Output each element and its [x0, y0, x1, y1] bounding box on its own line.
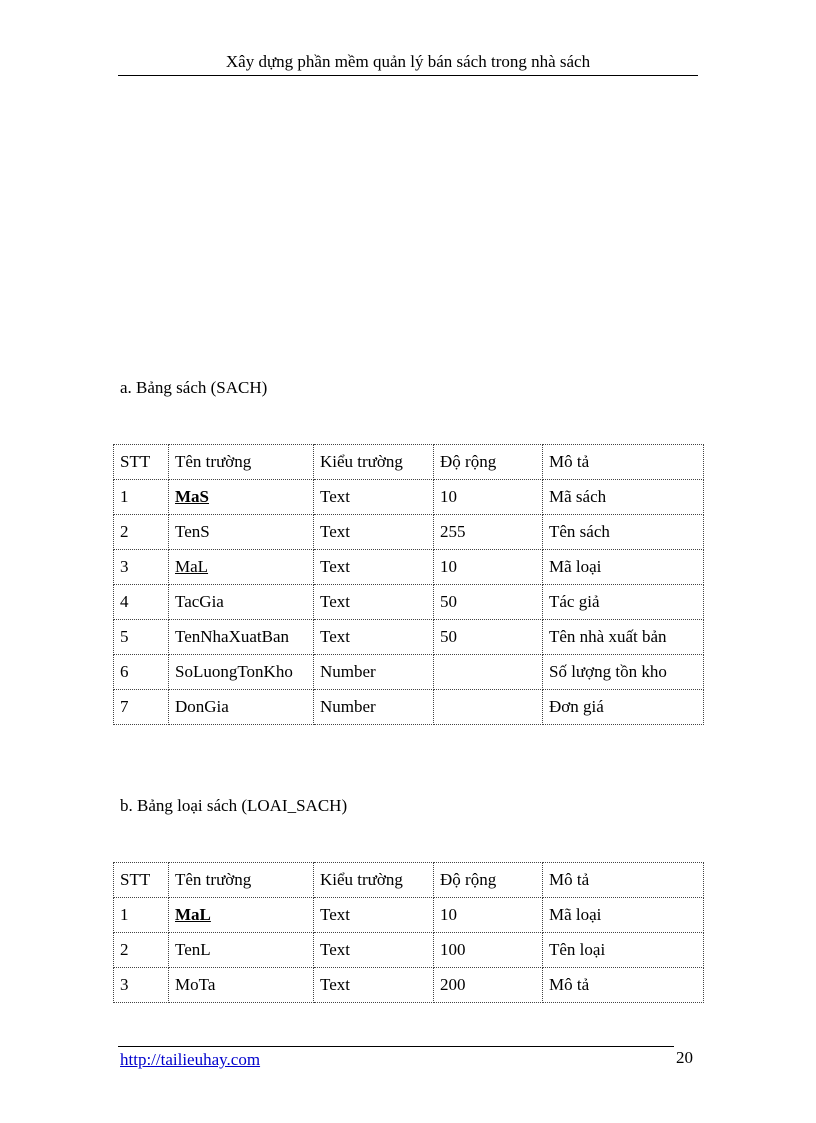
column-header: Độ rộng: [434, 863, 543, 898]
cell-field-width: 50: [434, 585, 543, 620]
column-header: Mô tả: [543, 863, 704, 898]
table-loai-sach: [113, 862, 704, 1003]
cell-field-name: [169, 550, 314, 585]
column-header: Tên trường: [169, 863, 314, 898]
cell-field-width: 10: [434, 550, 543, 585]
cell-field-name: DonGia: [169, 690, 314, 725]
table-row: [114, 480, 704, 515]
cell-description: Tên nhà xuất bản: [543, 620, 704, 655]
primary-key-field: MaL: [175, 905, 211, 924]
cell-stt: 3: [114, 550, 169, 585]
cell-field-type: Text: [314, 968, 434, 1003]
cell-field-width: 100: [434, 933, 543, 968]
section-title-sach: a. Bảng sách (SACH): [120, 378, 268, 397]
cell-description: Mã sách: [543, 480, 704, 515]
cell-field-name: TacGia: [169, 585, 314, 620]
table-row: [114, 933, 704, 968]
table-row: [114, 550, 704, 585]
column-header: Độ rộng: [434, 445, 543, 480]
cell-stt: 1: [114, 898, 169, 933]
table-row: [114, 620, 704, 655]
cell-field-width: 50: [434, 620, 543, 655]
cell-stt: 1: [114, 480, 169, 515]
cell-field-type: Text: [314, 550, 434, 585]
cell-description: Đơn giá: [543, 690, 704, 725]
cell-field-name: [169, 480, 314, 515]
cell-field-type: Number: [314, 655, 434, 690]
footer-divider: [118, 1046, 674, 1047]
cell-field-type: Text: [314, 515, 434, 550]
cell-field-width: 10: [434, 480, 543, 515]
table-header-row: [114, 863, 704, 898]
column-header: Kiểu trường: [314, 863, 434, 898]
table-row: [114, 898, 704, 933]
column-header: Kiểu trường: [314, 445, 434, 480]
cell-stt: 7: [114, 690, 169, 725]
cell-description: Số lượng tồn kho: [543, 655, 704, 690]
cell-description: Tên sách: [543, 515, 704, 550]
table-sach: [113, 444, 704, 725]
cell-description: Mã loại: [543, 898, 704, 933]
cell-field-type: Text: [314, 480, 434, 515]
column-header: STT: [114, 445, 169, 480]
cell-field-type: Text: [314, 933, 434, 968]
cell-field-name: TenNhaXuatBan: [169, 620, 314, 655]
table-header-row: [114, 445, 704, 480]
cell-stt: 6: [114, 655, 169, 690]
cell-description: Mã loại: [543, 550, 704, 585]
page-header-title: Xây dựng phần mềm quản lý bán sách trong nhà sách: [225, 52, 591, 71]
table-row: [114, 585, 704, 620]
cell-stt: 2: [114, 933, 169, 968]
cell-field-width: 255: [434, 515, 543, 550]
column-header: STT: [114, 863, 169, 898]
cell-stt: 5: [114, 620, 169, 655]
cell-stt: 3: [114, 968, 169, 1003]
cell-field-name: SoLuongTonKho: [169, 655, 314, 690]
section-title-loai-sach: b. Bảng loại sách (LOAI_SACH): [120, 796, 348, 815]
cell-field-name: TenL: [169, 933, 314, 968]
cell-field-type: Text: [314, 585, 434, 620]
header-divider: [118, 75, 698, 76]
cell-field-width: 10: [434, 898, 543, 933]
table-row: [114, 690, 704, 725]
cell-stt: 2: [114, 515, 169, 550]
cell-field-name: MoTa: [169, 968, 314, 1003]
cell-description: Tên loại: [543, 933, 704, 968]
column-header: Tên trường: [169, 445, 314, 480]
table-row: [114, 515, 704, 550]
primary-key-field: MaS: [175, 487, 209, 506]
footer-link[interactable]: http://tailieuhay.com: [120, 1050, 261, 1069]
table-row: [114, 655, 704, 690]
cell-field-type: Text: [314, 898, 434, 933]
column-header: Mô tả: [543, 445, 704, 480]
cell-field-name: TenS: [169, 515, 314, 550]
cell-field-name: [169, 898, 314, 933]
cell-stt: 4: [114, 585, 169, 620]
cell-field-type: Text: [314, 620, 434, 655]
cell-field-width: [434, 655, 543, 690]
table-row: [114, 968, 704, 1003]
cell-field-width: [434, 690, 543, 725]
cell-description: Mô tả: [543, 968, 704, 1003]
page-number: 20: [676, 1048, 693, 1067]
cell-field-type: Number: [314, 690, 434, 725]
foreign-key-field: MaL: [175, 557, 209, 576]
cell-field-width: 200: [434, 968, 543, 1003]
cell-description: Tác giả: [543, 585, 704, 620]
